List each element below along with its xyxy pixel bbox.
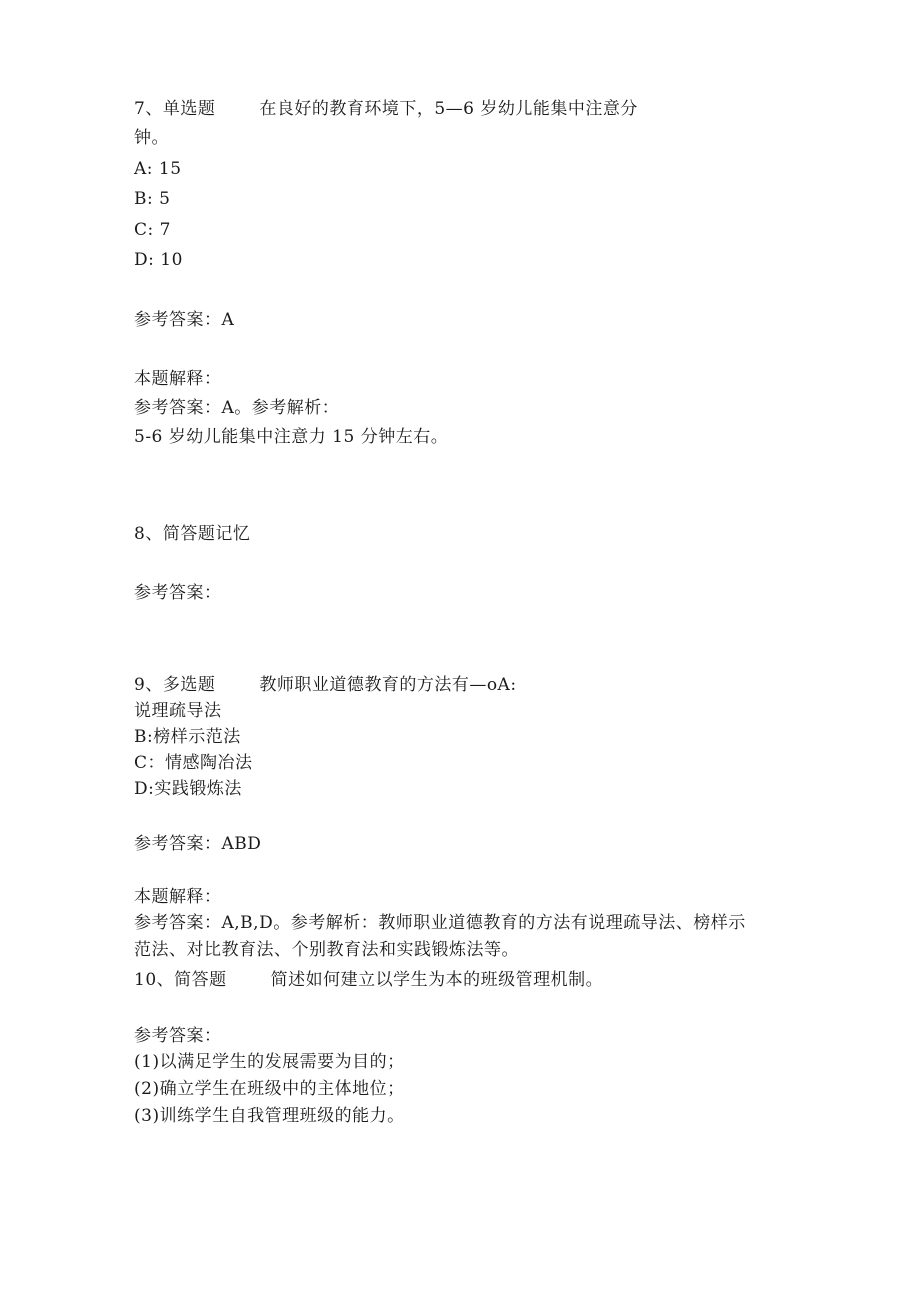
q8-answer: 参考答案： xyxy=(134,583,222,603)
q9-explain-line: 参考答案：A,B,D。参考解析：教师职业道德教育的方法有说理疏导法、榜样示 xyxy=(134,913,746,933)
q9-option-c: C：情感陶冶法 xyxy=(134,753,253,773)
q9-answer: 参考答案：ABD xyxy=(134,834,262,854)
q7-explain-line: 参考答案：A。参考解析： xyxy=(134,398,340,418)
q10-answer-item: (1)以满足学生的发展需要为目的； xyxy=(134,1052,405,1072)
q9-explain-label: 本题解释： xyxy=(134,887,222,907)
q9-option-b: B:榜样示范法 xyxy=(134,727,241,747)
q9-option-a: 说理疏导法 xyxy=(134,701,222,721)
q9-option-d: D:实践锻炼法 xyxy=(134,779,242,799)
q7-number: 7、单选题 xyxy=(134,99,216,119)
q10-answer-item: (2)确立学生在班级中的主体地位； xyxy=(134,1079,405,1099)
q9-stem-line xyxy=(134,672,517,698)
q7-stem-continuation: 钟。 xyxy=(134,128,169,148)
q7-option-b: B: 5 xyxy=(134,189,171,209)
q9-explain-line: 范法、对比教育法、个别教育法和实践锻炼法等。 xyxy=(134,940,519,960)
q10-stem: 简述如何建立以学生为本的班级管理机制。 xyxy=(270,970,604,990)
q7-answer: 参考答案：A xyxy=(134,310,235,330)
q8-title: 8、简答题记忆 xyxy=(134,524,251,544)
q7-option-c: C: 7 xyxy=(134,220,171,240)
q10-number: 10、简答题 xyxy=(134,970,227,990)
q9-number: 9、多选题 xyxy=(134,675,216,695)
q9-stem: 教师职业道德教育的方法有—oA: xyxy=(259,675,517,695)
q10-answer-label: 参考答案： xyxy=(134,1026,222,1046)
q7-option-a: A: 15 xyxy=(134,159,182,179)
q7-option-d: D: 10 xyxy=(134,250,183,270)
q7-explain-line: 5-6 岁幼儿能集中注意力 15 分钟左右。 xyxy=(134,427,449,447)
q7-explain-label: 本题解释： xyxy=(134,369,222,389)
q7-stem-line xyxy=(134,96,638,122)
q10-stem-line xyxy=(134,967,603,993)
q7-stem: 在良好的教育环境下，5—6 岁幼儿能集中注意分 xyxy=(259,99,638,119)
q10-answer-item: (3)训练学生自我管理班级的能力。 xyxy=(134,1106,405,1126)
